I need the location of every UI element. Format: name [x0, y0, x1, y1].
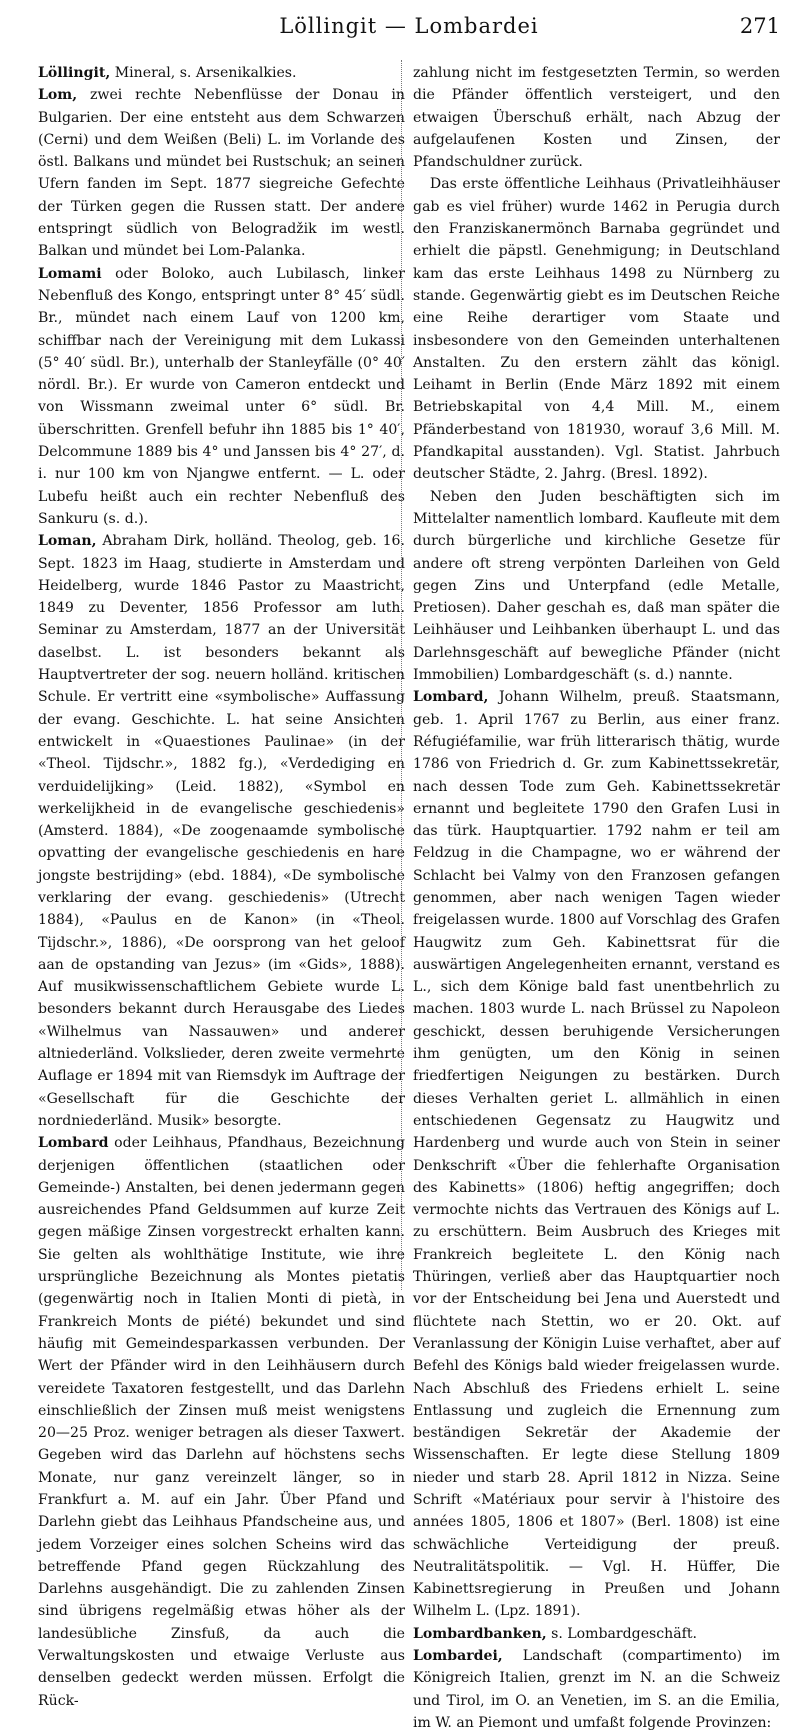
entry-headword: Lombardbanken, — [413, 1625, 547, 1642]
right-column — [413, 62, 780, 1734]
page-header — [38, 14, 780, 44]
entry-text: oder Boloko, auch Lubilasch, linker Nebenfluß des Kongo, entspringt unter 8° 45′ südl. Br., mündet nach einem Lauf von 1200 km, schiffbar nach der Vereinigung mit dem Lukassi (5° 40′ südl. Br.), unterhalb der Stanleyfälle (0° 40′ nördl. Br.). Er wurde von Cameron entdeckt und von Wissmann zweimal unter 6° südl. Br. überschritten. Grenfell befuhr ihn 1885 bis 1° 40′, Delcommune 1889 bis 4° und Janssen bis 4° 27′, d. i. nur 100 km von Njangwe entfernt. — L. oder Lubefu heißt auch ein rechter Nebenfluß des Sankuru (s. d.). — [38, 265, 405, 527]
entry-headword: Loman, — [38, 533, 97, 550]
entry-headword: Lomami — [38, 265, 102, 282]
entry-headword: Löllingit, — [38, 65, 111, 81]
entry-text: Landschaft (compartimento) im Königreich Italien, grenzt im N. an die Schweiz und Tirol, im O. an Venetien, im S. an die Emilia, im W. an Piemont und umfaßt folgende Provinzen: — [413, 1648, 780, 1731]
entry-text: s. Lombardgeschäft. — [546, 1625, 698, 1642]
dictionary-entry — [413, 1645, 780, 1734]
entry-text: zwei rechte Nebenflüsse der Donau in Bulgarien. Der eine entsteht aus dem Schwarzen (Cerni) und dem Weißen (Beli) L. im Vorlande des östl. Balkans und mündet bei Rustschuk; an seinen Ufern fanden im Sept. 1877 siegreiche Gefechte der Türken gegen die Russen statt. Der andere entspringt südlich von Belogradžik im westl. Balkan und mündet bei Lom-Palanka. — [38, 87, 405, 260]
entry-paragraph — [413, 486, 780, 687]
entry-text: Das erste öffentliche Leihhaus (Privatleihhäuser gab es viel früher) wurde 1462 in Perugia durch den Franziskanermönch Barnaba gegründet und erhielt die päpstl. Genehmigung; in Deutschland kam das erste Leihhaus 1498 zu Nürnberg zu stande. Gegenwärtig giebt es im Deutschen Reiche eine Reihe derartiger vom Staate und insbesondere von den Gemeinden unterhaltenen Anstalten. Zu den erstern zählt das königl. Leihamt in Berlin (Ende März 1892 mit einem Betriebskapital von 4,4 Mill. M., einem Pfänderbestand von 181930, worauf 3,6 Mill. M. Pfandkapital ausstanden). Vgl. Statist. Jahrbuch deutscher Städte, 2. Jahrg. (Bresl. 1892). — [413, 176, 780, 483]
entry-text: Abraham Dirk, holländ. Theolog, geb. 16. Sept. 1823 im Haag, studierte in Amsterdam und Heidelberg, wurde 1846 Pastor zu Maastricht, 1849 zu Deventer, 1856 Professor am luth. Seminar zu Amsterdam, 1877 an der Universität daselbst. L. ist besonders bekannt als Hauptvertreter der sog. neuern holländ. kritischen Schule. Er vertritt eine «symbolische» Auffassung der evang. Geschichte. L. hat seine Ansichten entwickelt in «Quaestiones Paulinae» (in der «Theol. Tijdschr.», 1882 fg.), «Verdediging en verduidelijking» (Leid. 1882), «Symbol en werkelijkheid in de evangelische geschiedenis» (Amsterd. 1884), «De zoogenaamde symbolische opvatting der evangelische geschiedenis en hare jongste bestrijding» (ebd. 1884), «De symbolische verklaring der evang. geschiedenis» (Utrecht 1884), «Paulus en de Kanon» (in «Theol. Tijdschr.», 1886), «De oorsprong van het geloof aan de opstanding van Jezus» (im «Gids», 1888). Auf musikwissenschaftlichem Gebiete wurde L. besonders bekannt durch Herausgabe des Liedes «Wilhelmus van Nassauwen» und anderer altniederländ. Volkslieder, deren zweite vermehrte Auflage er 1894 mit van Riemsdyk im Auftrage der «Gesellschaft für die Geschichte der nordniederländ. Musik» besorgte. — [38, 533, 405, 1129]
column-divider — [401, 60, 403, 1290]
entry-text: Mineral, s. Arsenikalkies. — [110, 65, 297, 81]
entry-headword: Lom, — [38, 87, 78, 104]
entry-text: zahlung nicht im festgesetzten Termin, so werden die Pfänder öffentlich versteigert, und den etwaigen Überschuß erhält, nach Abzug der aufgelaufenen Kosten und Zinsen, der Pfandschuldner zurück. — [413, 65, 780, 171]
page-number: 271 — [739, 14, 780, 38]
entry-headword: Lombard — [38, 1135, 109, 1152]
entry-paragraph — [413, 62, 780, 173]
dictionary-entry — [38, 1132, 405, 1712]
left-column — [38, 62, 405, 1712]
entry-paragraph — [413, 173, 780, 485]
dictionary-entry — [38, 263, 405, 531]
dictionary-entry — [413, 686, 780, 1622]
dictionary-entry — [38, 62, 405, 84]
dictionary-entry — [38, 530, 405, 1132]
entry-text: oder Leihhaus, Pfandhaus, Bezeichnung derjenigen öffentlichen (staatlichen oder Gemeinde-) Anstalten, bei denen jedermann gegen ausreichendes Pfand Geldsummen auf kurze Zeit gegen mäßige Zinsen vorgestreckt erhalten kann. Sie gelten als wohlthätige Institute, wie ihre ursprüngliche Bezeichnung als Montes pietatis (gegenwärtig noch in Italien Monti di pietà, in Frankreich Monts de piété) bekundet und sind häufig mit Gemeindesparkassen verbunden. Der Wert der Pfänder wird in den Leihhäusern durch vereidete Taxatoren festgestellt, und das Darlehn einschließlich der Zinsen muß meist wenigstens 20—25 Proz. weniger betragen als dieser Taxwert. Gegeben wird das Darlehn auf höchstens sechs Monate, nur ganz vereinzelt länger, so in Frankfurt a. M. auf ein Jahr. Über Pfand und Darlehn giebt das Leihhaus Pfandscheine aus, und jedem Vorzeiger eines solchen Scheins wird das betreffende Pfand gegen Rückzahlung des Darlehns ausgehändigt. Die zu zahlenden Zinsen sind übrigens regelmäßig etwas höher als der landesübliche Zinsfuß, da auch die Verwaltungskosten und etwaige Verluste aus denselben gedeckt werden müssen. Erfolgt die Rück- — [38, 1135, 405, 1709]
running-title: Löllingit — Lombardei — [279, 14, 539, 38]
entry-headword: Lombard, — [413, 689, 489, 706]
entry-text: Johann Wilhelm, preuß. Staatsmann, geb. 1. April 1767 zu Berlin, aus einer franz. Réfugiéfamilie, war früh litterarisch thätig, wurde 1786 von Friedrich d. Gr. zum Kabinettssekretär, nach dessen Tode zum Geh. Kabinettssekretär ernannt und begleitete 1790 den Grafen Lusi in das türk. Hauptquartier. 1792 nahm er teil am Feldzug in die Champagne, wo er während der Schlacht bei Valmy von den Franzosen gefangen genommen, aber nach wenigen Tagen wieder freigelassen wurde. 1800 auf Vorschlag des Grafen Haugwitz zum Geh. Kabinettsrat für die auswärtigen Angelegenheiten ernannt, verstand es L., sich dem Könige bald fast unentbehrlich zu machen. 1803 wurde L. nach Brüssel zu Napoleon geschickt, dessen beruhigende Versicherungen ihm genügten, um den König in seinen friedfertigen Neigungen zu bestärken. Durch dieses Verhalten geriet L. allmählich in einen entschiedenen Gegensatz zu Haugwitz und Hardenberg und wurde auch von Stein in seiner Denkschrift «Über die fehlerhafte Organisation des Kabinetts» (1806) heftig angegriffen; doch vermochte nichts das Vertrauen des Königs auf L. zu erschüttern. Beim Ausbruch des Krieges mit Frankreich begleitete L. den König nach Thüringen, verließ aber das Hauptquartier noch vor der Entscheidung bei Jena und Auerstedt und flüchtete nach Stettin, wo er 20. Okt. auf Veranlassung der Königin Luise verhaftet, aber auf Befehl des Königs bald wieder freigelassen wurde. Nach Abschluß des Friedens erhielt L. seine Entlassung und zugleich die Ernennung zum beständigen Sekretär der Akademie der Wissenschaften. Er legte diese Stellung 1809 nieder und starb 28. April 1812 in Nizza. Seine Schrift «Matériaux pour servir à l'histoire des années 1805, 1806 et 1807» (Berl. 1808) ist eine schwächliche Verteidigung der preuß. Neutralitätspolitik. — Vgl. H. Hüffer, Die Kabinettsregierung in Preußen und Johann Wilhelm L. (Lpz. 1891). — [413, 689, 780, 1620]
entry-headword: Lombardei, — [413, 1648, 503, 1665]
entry-text: Neben den Juden beschäftigten sich im Mittelalter namentlich lombard. Kaufleute mit dem durch bürgerliche und kirchliche Gesetze für andere oft streng verpönten Darleihen von Geld gegen Zins und Unterpfand (edle Metalle, Pretiosen). Daher geschah es, daß man später die Leihhäuser und Leihbanken überhaupt L. und das Darlehnsgeschäft auf bewegliche Pfänder (nicht Immobilien) Lombardgeschäft (s. d.) nannte. — [413, 488, 780, 684]
dictionary-entry — [38, 84, 405, 262]
dictionary-entry — [413, 1623, 780, 1645]
